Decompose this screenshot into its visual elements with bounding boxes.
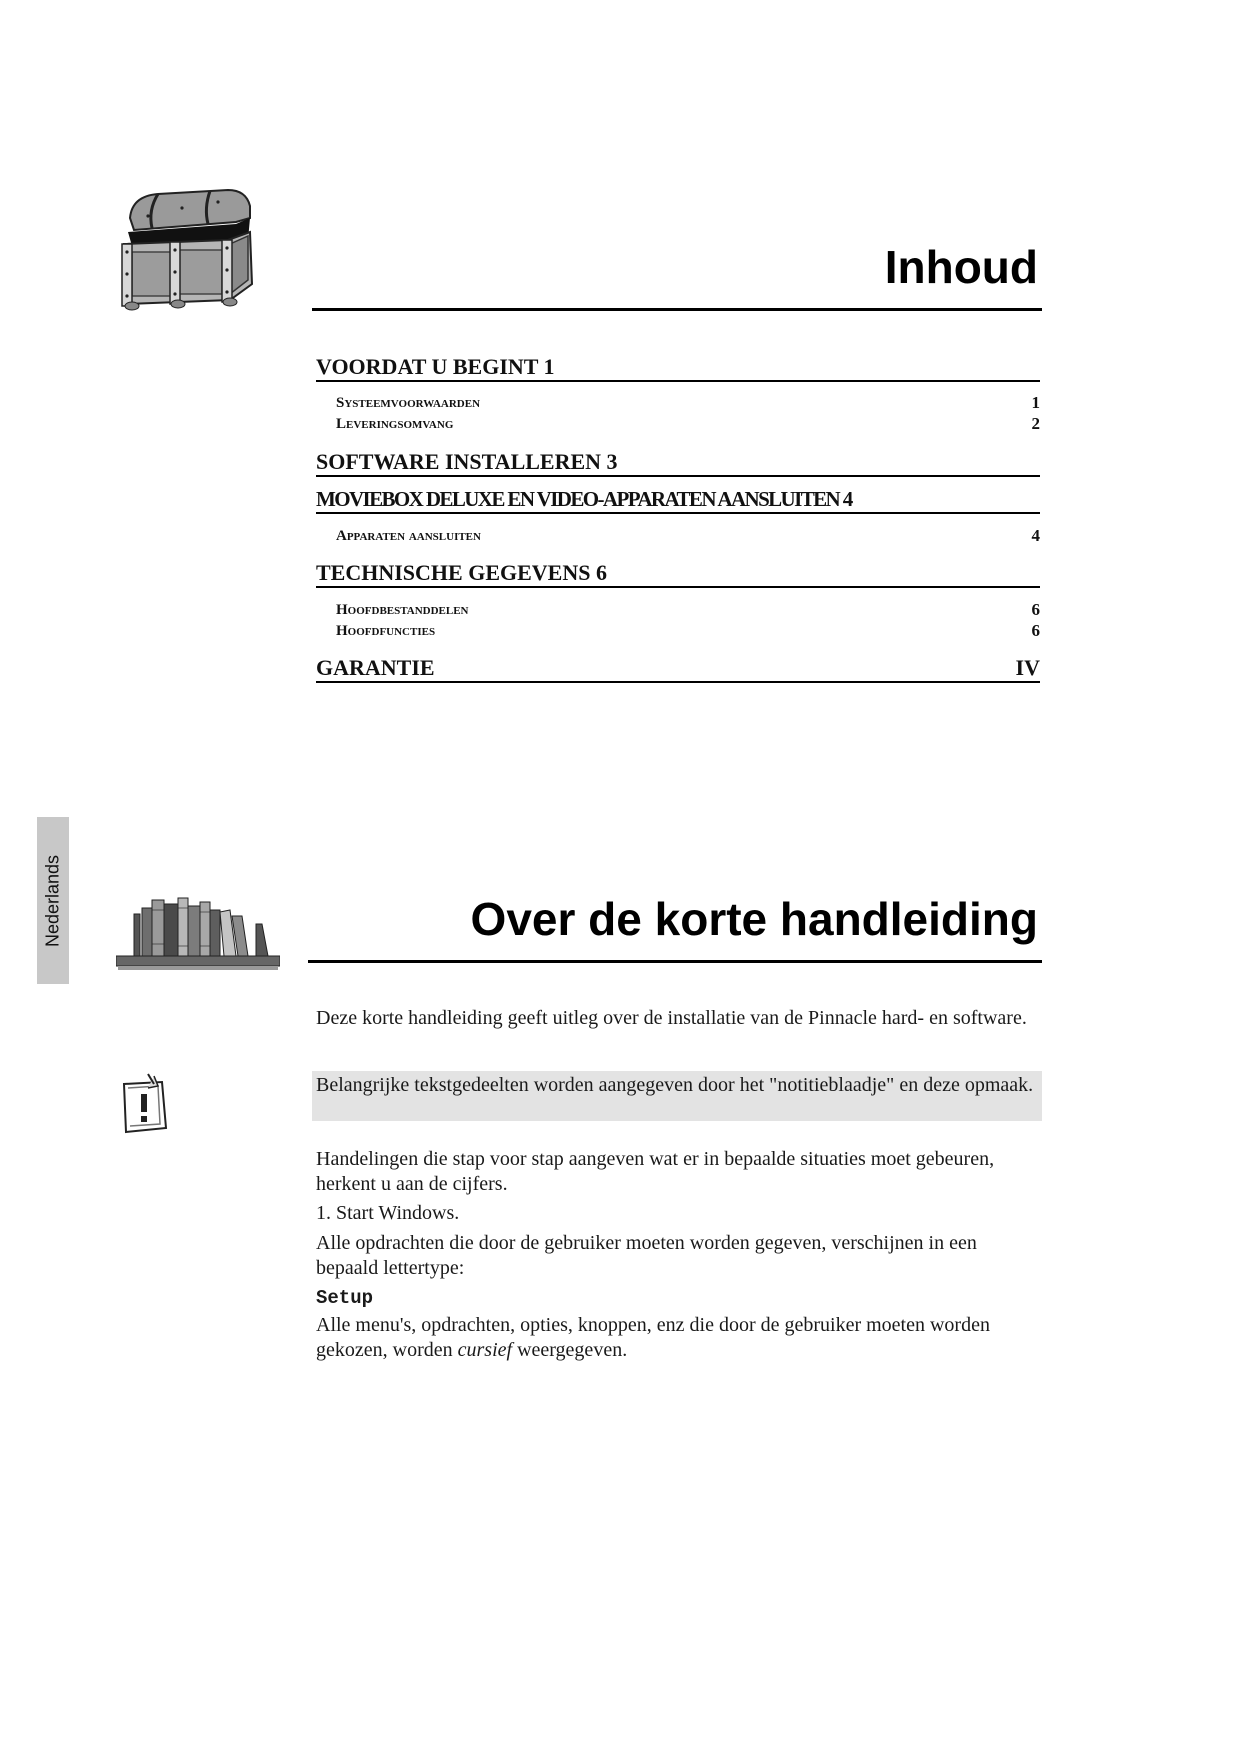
menus-text-before: Alle menu's, opdrachten, opties, knoppen, enz die door de gebruiker moeten worden gekozen, worden (316, 1314, 990, 1361)
toc-entry-leveringsomvang[interactable] (336, 414, 1040, 434)
toc-entry-label: VOORDAT U BEGINT 1 (316, 354, 555, 379)
note-paragraph: Belangrijke tekstgedeelten worden aangegeven door het "notitieblaadje" en deze opmaak. (316, 1074, 1034, 1096)
command-example: Setup (316, 1287, 374, 1309)
toc-entry-label: Hoofdfuncties (336, 623, 436, 639)
toc-entry-label: TECHNISCHE GEGEVENS 6 (316, 560, 607, 585)
menus-text-after: weergegeven. (512, 1339, 628, 1361)
toc-entry-label: GARANTIE (316, 655, 435, 680)
toc-entry-page: IV (1015, 655, 1040, 680)
step-example: 1. Start Windows. (316, 1202, 460, 1224)
toc-entry-software[interactable] (316, 449, 1040, 477)
toc-entry-voordat[interactable] (316, 354, 1040, 382)
toc-entry-moviebox[interactable] (316, 486, 1040, 514)
commands-paragraph: Alle opdrachten die door de gebruiker moeten worden gegeven, verschijnen in een bepaald lettertype: (316, 1232, 977, 1279)
books-icon (116, 894, 280, 974)
toc-entry-label: Leveringsomvang (336, 416, 454, 432)
toc-entry-hoofdbestanddelen[interactable] (336, 600, 1040, 620)
about-title: Over de korte handleiding (470, 893, 1038, 945)
language-tab (37, 817, 69, 984)
toc-entry-label: MOVIEBOX DELUXE EN VIDEO-APPARATEN AANSLUITEN 4 (316, 487, 852, 511)
toc-entry-label: Systeemvoorwaarden (336, 395, 481, 411)
toc-entry-garantie[interactable] (316, 655, 1040, 683)
contents-title: Inhoud (884, 241, 1038, 293)
note-paper-icon (118, 1072, 174, 1138)
toc-entry-systeemvoorwaarden[interactable] (336, 393, 1040, 413)
intro-paragraph: Deze korte handleiding geeft uitleg over de installatie van de Pinnacle hard- en software. (316, 1007, 1027, 1029)
treasure-chest-icon (118, 188, 254, 314)
about-title-rule (308, 960, 1042, 963)
steps-paragraph: Handelingen die stap voor stap aangeven wat er in bepaalde situaties moet gebeuren, herkent u aan de cijfers. (316, 1148, 995, 1195)
toc-entry-label: Hoofdbestanddelen (336, 602, 469, 618)
menus-text-italic: cursief (457, 1339, 513, 1361)
toc-entry-page: 6 (1031, 600, 1040, 619)
toc-entry-apparaten[interactable] (336, 526, 1040, 546)
toc-entry-label: Apparaten aansluiten (336, 528, 481, 544)
contents-title-rule (312, 308, 1042, 311)
toc-entry-page: 4 (1031, 526, 1040, 545)
toc-entry-page: 2 (1031, 414, 1040, 433)
toc-entry-page: 1 (1031, 393, 1040, 412)
toc-entry-hoofdfuncties[interactable] (336, 621, 1040, 641)
language-tab-label: Nederlands (42, 854, 63, 947)
menus-paragraph (316, 1313, 1040, 1363)
toc-entry-technische[interactable] (316, 560, 1040, 588)
toc-entry-page: 6 (1031, 621, 1040, 640)
toc-entry-label: SOFTWARE INSTALLEREN 3 (316, 449, 618, 474)
